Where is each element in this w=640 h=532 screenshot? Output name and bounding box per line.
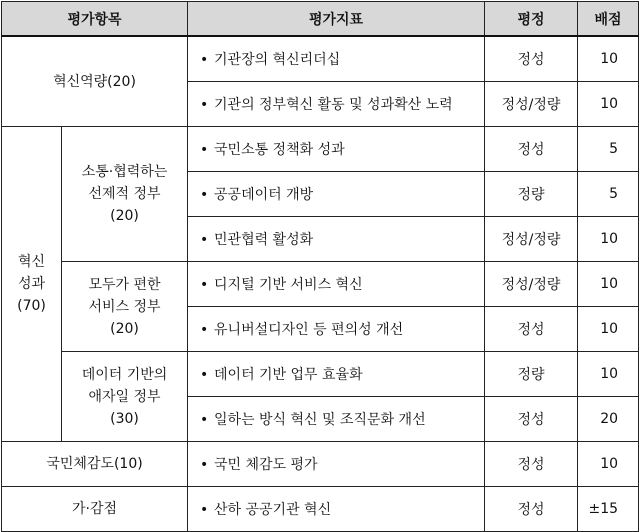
category-line: 서비스 정부 <box>88 298 161 315</box>
bullet-icon: • <box>200 457 209 473</box>
evaluation-cell: 정량 <box>485 172 578 217</box>
bullet-icon: • <box>200 412 209 428</box>
table-row <box>2 127 639 172</box>
evaluation-table <box>1 1 639 532</box>
evaluation-cell: 정량 <box>485 352 578 397</box>
header-row <box>2 2 639 37</box>
category-bonus: 가·감점 <box>2 487 188 532</box>
points-cell: 10 <box>578 352 639 397</box>
points-cell: ±15 <box>578 487 639 532</box>
header-evaluation: 평정 <box>485 2 578 37</box>
category-line: 혁신 <box>17 254 46 270</box>
subcategory-service <box>62 262 188 352</box>
evaluation-cell: 정성/정량 <box>485 82 578 127</box>
indicator-cell <box>188 127 485 172</box>
header-points: 배점 <box>578 2 639 37</box>
indicator-cell <box>188 262 485 307</box>
category-line: (30) <box>110 410 139 427</box>
bullet-icon: • <box>200 97 209 113</box>
indicator-text: 산하 공공기관 혁신 <box>214 502 332 518</box>
category-line: 성과 <box>17 276 46 292</box>
indicator-text: 일하는 방식 혁신 및 조직문화 개선 <box>214 412 426 428</box>
table-row <box>2 442 639 487</box>
table-row <box>2 352 639 397</box>
bullet-icon: • <box>200 367 209 383</box>
indicator-cell <box>188 487 485 532</box>
table-row <box>2 36 639 82</box>
points-cell: 5 <box>578 172 639 217</box>
indicator-cell <box>188 36 485 82</box>
subcategory-data <box>62 352 188 442</box>
category-line: (20) <box>110 208 139 224</box>
category-line: 선제적 정부 <box>88 186 161 202</box>
bullet-icon: • <box>200 277 209 293</box>
points-cell: 10 <box>578 442 639 487</box>
indicator-cell <box>188 82 485 127</box>
points-cell: 10 <box>578 307 639 352</box>
points-cell: 10 <box>578 217 639 262</box>
evaluation-cell: 정성 <box>485 397 578 442</box>
category-innovation-results <box>2 127 62 442</box>
evaluation-cell: 정성 <box>485 127 578 172</box>
indicator-cell <box>188 307 485 352</box>
category-citizen: 국민체감도(10) <box>2 442 188 487</box>
points-cell: 10 <box>578 82 639 127</box>
category-innovation-capacity: 혁신역량(20) <box>2 36 188 127</box>
bullet-icon: • <box>200 52 209 68</box>
points-cell: 10 <box>578 262 639 307</box>
bullet-icon: • <box>200 142 209 158</box>
evaluation-cell: 정성/정량 <box>485 217 578 262</box>
indicator-text: 국민 체감도 평가 <box>214 457 318 473</box>
evaluation-cell: 정성 <box>485 36 578 82</box>
indicator-text: 데이터 기반 업무 효율화 <box>214 367 363 383</box>
indicator-text: 민관협력 활성화 <box>214 232 314 248</box>
category-line: (70) <box>17 298 46 314</box>
category-line: (20) <box>110 320 139 337</box>
evaluation-cell: 정성 <box>485 487 578 532</box>
bullet-icon: • <box>200 187 209 203</box>
category-line: 소통·협력하는 <box>81 164 168 180</box>
indicator-cell <box>188 217 485 262</box>
indicator-text: 공공데이터 개방 <box>214 187 314 203</box>
points-cell: 20 <box>578 397 639 442</box>
header-category: 평가항목 <box>2 2 188 37</box>
points-cell: 5 <box>578 127 639 172</box>
indicator-cell <box>188 397 485 442</box>
indicator-cell <box>188 442 485 487</box>
indicator-cell <box>188 172 485 217</box>
table-row <box>2 487 639 532</box>
bullet-icon: • <box>200 322 209 338</box>
category-line: 데이터 기반의 <box>81 366 168 383</box>
indicator-text: 디지털 기반 서비스 혁신 <box>214 277 363 293</box>
bullet-icon: • <box>200 232 209 248</box>
evaluation-cell: 정성/정량 <box>485 262 578 307</box>
indicator-text: 기관장의 혁신리더십 <box>214 52 341 68</box>
evaluation-cell: 정성 <box>485 442 578 487</box>
indicator-text: 국민소통 정책화 성과 <box>214 142 345 158</box>
table-row <box>2 262 639 307</box>
indicator-text: 기관의 정부혁신 활동 및 성과확산 노력 <box>214 97 453 113</box>
points-cell: 10 <box>578 36 639 82</box>
category-line: 모두가 편한 <box>88 276 161 293</box>
category-line: 애자일 정부 <box>88 388 161 405</box>
indicator-cell <box>188 352 485 397</box>
indicator-text: 유니버설디자인 등 편의성 개선 <box>214 322 404 338</box>
bullet-icon: • <box>200 502 209 518</box>
subcategory-communication <box>62 127 188 262</box>
header-indicator: 평가지표 <box>188 2 485 37</box>
evaluation-cell: 정성 <box>485 307 578 352</box>
